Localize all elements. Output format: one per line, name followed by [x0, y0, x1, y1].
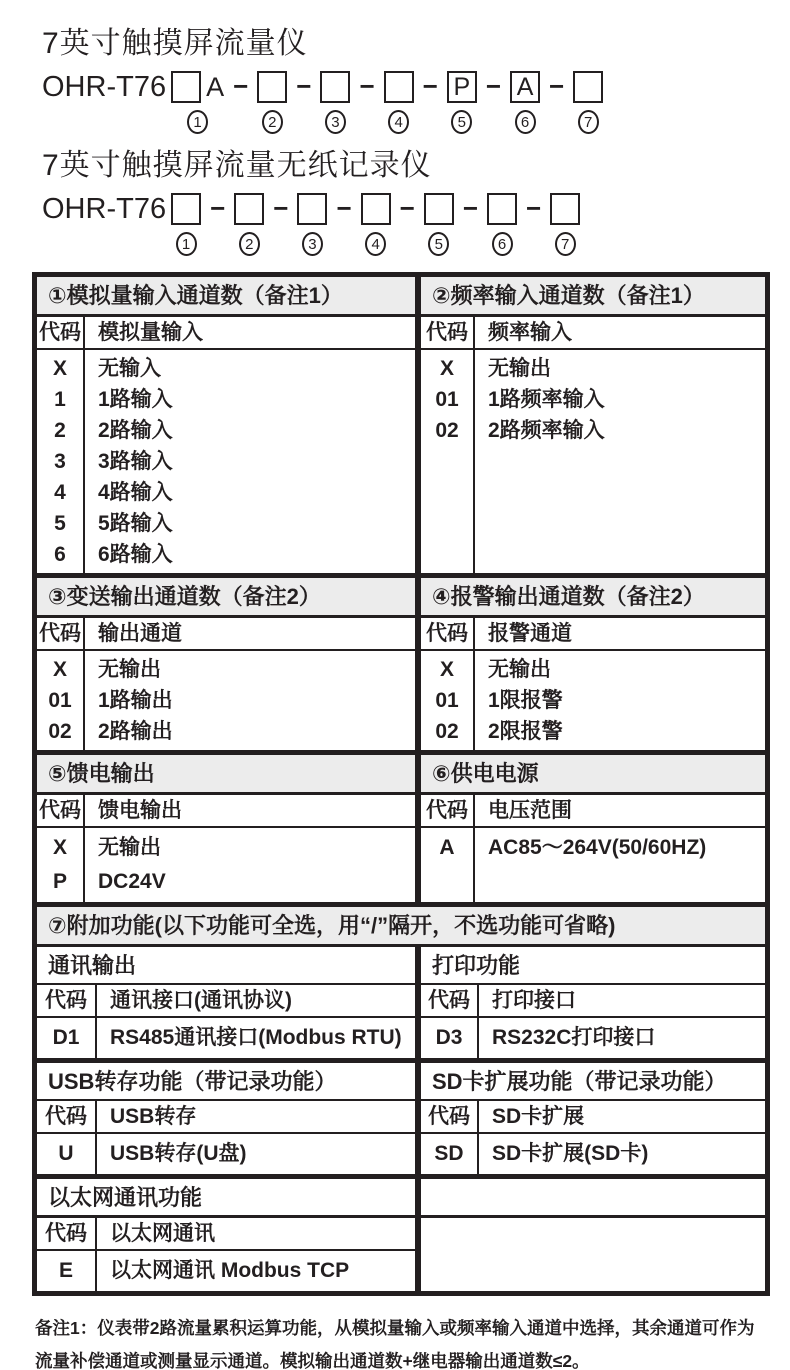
- code-box: [550, 193, 580, 225]
- section-3-4-column-header-band: [37, 618, 765, 651]
- model-segment-2: [257, 70, 287, 134]
- desc-column-header: 输出通道: [98, 622, 182, 645]
- code-column-header: 代码: [421, 795, 475, 826]
- code-value: 02: [48, 720, 72, 743]
- code-description: RS232C打印接口: [492, 1026, 656, 1049]
- usb-subheader: USB转存功能（带记录功能）: [37, 1063, 421, 1101]
- code-description: 2路输出: [98, 720, 173, 743]
- desc-column-header: 打印接口: [492, 989, 576, 1012]
- product-1-model-code: [42, 70, 772, 136]
- code-box: A: [510, 71, 540, 103]
- code-column-header: 代码: [37, 618, 85, 649]
- code-value: X: [52, 836, 67, 859]
- position-number-circle: 7: [555, 232, 576, 256]
- code-value: 02: [435, 419, 459, 442]
- code-list: [37, 651, 85, 750]
- model-segment-1: [171, 192, 201, 256]
- code-value: 01: [435, 689, 459, 712]
- desc-list: [475, 828, 765, 902]
- dash-separator: −: [526, 193, 542, 223]
- code-box: [384, 71, 414, 103]
- code-box: [573, 71, 603, 103]
- code-description: 以太网通讯 Modbus TCP: [110, 1259, 350, 1282]
- code-list: [37, 350, 85, 573]
- ethernet-subheader: 以太网通讯功能: [37, 1179, 421, 1218]
- model-segment-1: [171, 70, 224, 134]
- code-value: 6: [54, 543, 66, 566]
- desc-list: [97, 1134, 415, 1174]
- desc-column-header: 模拟量输入: [98, 321, 203, 344]
- code-box: P: [447, 71, 477, 103]
- empty-cell: [421, 1218, 765, 1291]
- desc-column-header: 馈电输出: [98, 799, 182, 822]
- model-prefix: OHR-T76: [42, 193, 167, 225]
- comm-print-subheader-band: [37, 947, 765, 985]
- code-description: 无输出: [488, 658, 551, 681]
- code-value: U: [58, 1142, 74, 1165]
- code-description: DC24V: [98, 870, 166, 893]
- usb-sd-data-band: [37, 1134, 765, 1179]
- code-description: RS485通讯接口(Modbus RTU): [110, 1026, 402, 1049]
- usb-sd-subheader-band: [37, 1063, 765, 1101]
- code-value: X: [52, 658, 67, 681]
- comm-print-data-band: [37, 1018, 765, 1063]
- code-column-header: 代码: [37, 1101, 97, 1132]
- desc-column-header: 报警通道: [488, 622, 572, 645]
- section-1-2-data-band: [37, 350, 765, 578]
- model-segment-7: [550, 192, 580, 256]
- code-column-header: 代码: [37, 795, 85, 826]
- position-number-circle: 3: [325, 110, 346, 134]
- model-segment-6: [487, 192, 517, 256]
- code-description: 4路输入: [98, 481, 173, 504]
- desc-list: [85, 828, 415, 902]
- dash-separator: −: [359, 71, 375, 101]
- code-box: [320, 71, 350, 103]
- code-description: 2限报警: [488, 720, 563, 743]
- dash-separator: −: [422, 71, 438, 101]
- comm-print-column-header-band: [37, 985, 765, 1018]
- position-number-circle: 2: [262, 110, 283, 134]
- section-1-2-header-band: [37, 277, 765, 317]
- model-segment-3: [320, 70, 350, 134]
- dash-separator: −: [485, 71, 502, 101]
- section-5-header: ⑤馈电输出: [37, 755, 421, 795]
- code-list: [37, 1134, 97, 1174]
- model-segment-4: [384, 70, 414, 134]
- code-description: 1路输入: [98, 388, 173, 411]
- section-2-header: ②频率输入通道数（备注1）: [421, 277, 765, 317]
- code-description: USB转存(U盘): [110, 1142, 247, 1165]
- section-3-4-data-band: [37, 651, 765, 755]
- product-1-title: 7英寸触摸屏流量仪: [42, 27, 308, 60]
- code-box: [487, 193, 517, 225]
- model-segment-5: [424, 192, 454, 256]
- code-value: E: [58, 1259, 73, 1282]
- desc-column-header: SD卡扩展: [492, 1105, 585, 1128]
- code-value: 1: [54, 388, 66, 411]
- code-description: 5路输入: [98, 512, 173, 535]
- code-list: [421, 350, 475, 573]
- desc-list: [85, 651, 415, 750]
- product-2-title: 7英寸触摸屏流量无纸记录仪: [42, 149, 432, 182]
- code-value: SD: [434, 1142, 464, 1165]
- dash-separator: −: [273, 193, 289, 223]
- code-value: 3: [54, 450, 66, 473]
- code-value: 01: [48, 689, 72, 712]
- desc-list: [479, 1018, 765, 1058]
- model-segment-5: [447, 70, 477, 134]
- dash-separator: −: [296, 71, 312, 101]
- position-number-circle: 3: [302, 232, 323, 256]
- desc-column-header: 以太网通讯: [110, 1222, 215, 1245]
- code-value: 2: [54, 419, 66, 442]
- code-description: 无输出: [98, 658, 161, 681]
- position-number-circle: 5: [451, 110, 472, 134]
- position-number-circle: 7: [578, 110, 599, 134]
- model-segment-4: [361, 192, 391, 256]
- code-value: 5: [54, 512, 66, 535]
- code-column-header: 代码: [421, 618, 475, 649]
- code-value: D1: [52, 1026, 80, 1049]
- code-box: [424, 193, 454, 225]
- code-description: 2路输入: [98, 419, 173, 442]
- code-description: SD卡扩展(SD卡): [492, 1142, 649, 1165]
- desc-column-header: 电压范围: [488, 799, 572, 822]
- code-description: AC85～264V(50/60HZ): [488, 836, 707, 859]
- position-number-circle: 5: [428, 232, 449, 256]
- code-description: 无输出: [98, 836, 161, 859]
- code-description: 3路输入: [98, 450, 173, 473]
- dash-separator: −: [336, 193, 352, 223]
- position-number-circle: 4: [388, 110, 409, 134]
- code-column-header: 代码: [421, 1101, 479, 1132]
- sd-subheader: SD卡扩展功能（带记录功能）: [421, 1063, 765, 1101]
- section-5-6-header-band: [37, 755, 765, 795]
- code-description: 2路频率输入: [488, 419, 605, 442]
- code-value: X: [439, 658, 454, 681]
- product-2-model-code: [42, 192, 772, 258]
- section-1-2-column-header-band: [37, 317, 765, 350]
- model-segment-6: [510, 70, 540, 134]
- section-7-header: ⑦附加功能(以下功能可全选，用“/”隔开，不选功能可省略): [37, 907, 765, 947]
- code-value: P: [52, 870, 67, 893]
- model-segment-2: [234, 192, 264, 256]
- code-value: 4: [54, 481, 66, 504]
- code-box: [361, 193, 391, 225]
- code-column-header: 代码: [37, 317, 85, 348]
- code-box: [297, 193, 327, 225]
- dash-separator: −: [399, 193, 415, 223]
- empty-cell: [421, 1179, 765, 1218]
- code-value: 02: [435, 720, 459, 743]
- code-column-header: 代码: [37, 985, 97, 1016]
- code-list: [421, 828, 475, 902]
- section-5-6-data-band: [37, 828, 765, 907]
- section-3-header: ③变送输出通道数（备注2）: [37, 578, 421, 618]
- code-list: [37, 1251, 97, 1291]
- desc-list: [479, 1134, 765, 1174]
- desc-column-header: 通讯接口(通讯协议): [110, 989, 292, 1012]
- code-value: 01: [435, 388, 459, 411]
- code-suffix: A: [206, 72, 225, 102]
- comm-subheader: 通讯输出: [37, 947, 421, 985]
- code-box: [171, 71, 201, 103]
- position-number-circle: 4: [365, 232, 386, 256]
- ethernet-section-band: [37, 1179, 765, 1291]
- code-description: 1限报警: [488, 689, 563, 712]
- footnote-remark-1: 备注1：仪表带2路流量累积运算功能，从模拟量输入或频率输入通道中选择，其余通道可作为流量补偿通道或测量显示通道。模拟输出通道数+继电器输出通道数≤2。: [35, 1318, 755, 1370]
- code-box: [171, 193, 201, 225]
- code-value: D3: [435, 1026, 463, 1049]
- position-number-circle: 1: [187, 110, 208, 134]
- code-description: 6路输入: [98, 543, 173, 566]
- code-description: 1路输出: [98, 689, 173, 712]
- print-subheader: 打印功能: [421, 947, 765, 985]
- section-3-4-header-band: [37, 578, 765, 618]
- desc-list: [475, 651, 765, 750]
- code-column-header: 代码: [421, 317, 475, 348]
- dash-separator: −: [210, 193, 226, 223]
- code-list: [421, 1018, 479, 1058]
- dash-separator: −: [462, 193, 479, 223]
- section-1-header: ①模拟量输入通道数（备注1）: [37, 277, 421, 317]
- selection-code-table: [32, 272, 770, 1296]
- position-number-circle: 6: [515, 110, 536, 134]
- code-description: 无输出: [488, 357, 551, 380]
- code-description: 1路频率输入: [488, 388, 605, 411]
- code-list: [421, 1134, 479, 1174]
- position-number-circle: 1: [176, 232, 197, 256]
- usb-sd-column-header-band: [37, 1101, 765, 1134]
- section-5-6-column-header-band: [37, 795, 765, 828]
- desc-list: [85, 350, 415, 573]
- desc-list: [475, 350, 765, 573]
- code-list: [37, 1018, 97, 1058]
- model-prefix: OHR-T76: [42, 71, 167, 103]
- desc-list: [97, 1018, 415, 1058]
- code-list: [421, 651, 475, 750]
- code-box: [234, 193, 264, 225]
- code-value: X: [52, 357, 67, 380]
- section-6-header: ⑥供电电源: [421, 755, 765, 795]
- desc-list: [97, 1251, 415, 1291]
- position-number-circle: 6: [492, 232, 513, 256]
- code-value: A: [439, 836, 455, 859]
- code-column-header: 代码: [37, 1218, 97, 1249]
- code-box: [257, 71, 287, 103]
- position-number-circle: 2: [239, 232, 260, 256]
- section-4-header: ④报警输出通道数（备注2）: [421, 578, 765, 618]
- code-value: X: [439, 357, 454, 380]
- desc-column-header: USB转存: [110, 1105, 197, 1128]
- dash-separator: −: [549, 71, 565, 101]
- model-segment-7: [573, 70, 603, 134]
- model-segment-3: [297, 192, 327, 256]
- code-description: 无输入: [98, 357, 161, 380]
- code-list: [37, 828, 85, 902]
- dash-separator: −: [233, 71, 249, 101]
- code-column-header: 代码: [421, 985, 479, 1016]
- desc-column-header: 频率输入: [488, 321, 572, 344]
